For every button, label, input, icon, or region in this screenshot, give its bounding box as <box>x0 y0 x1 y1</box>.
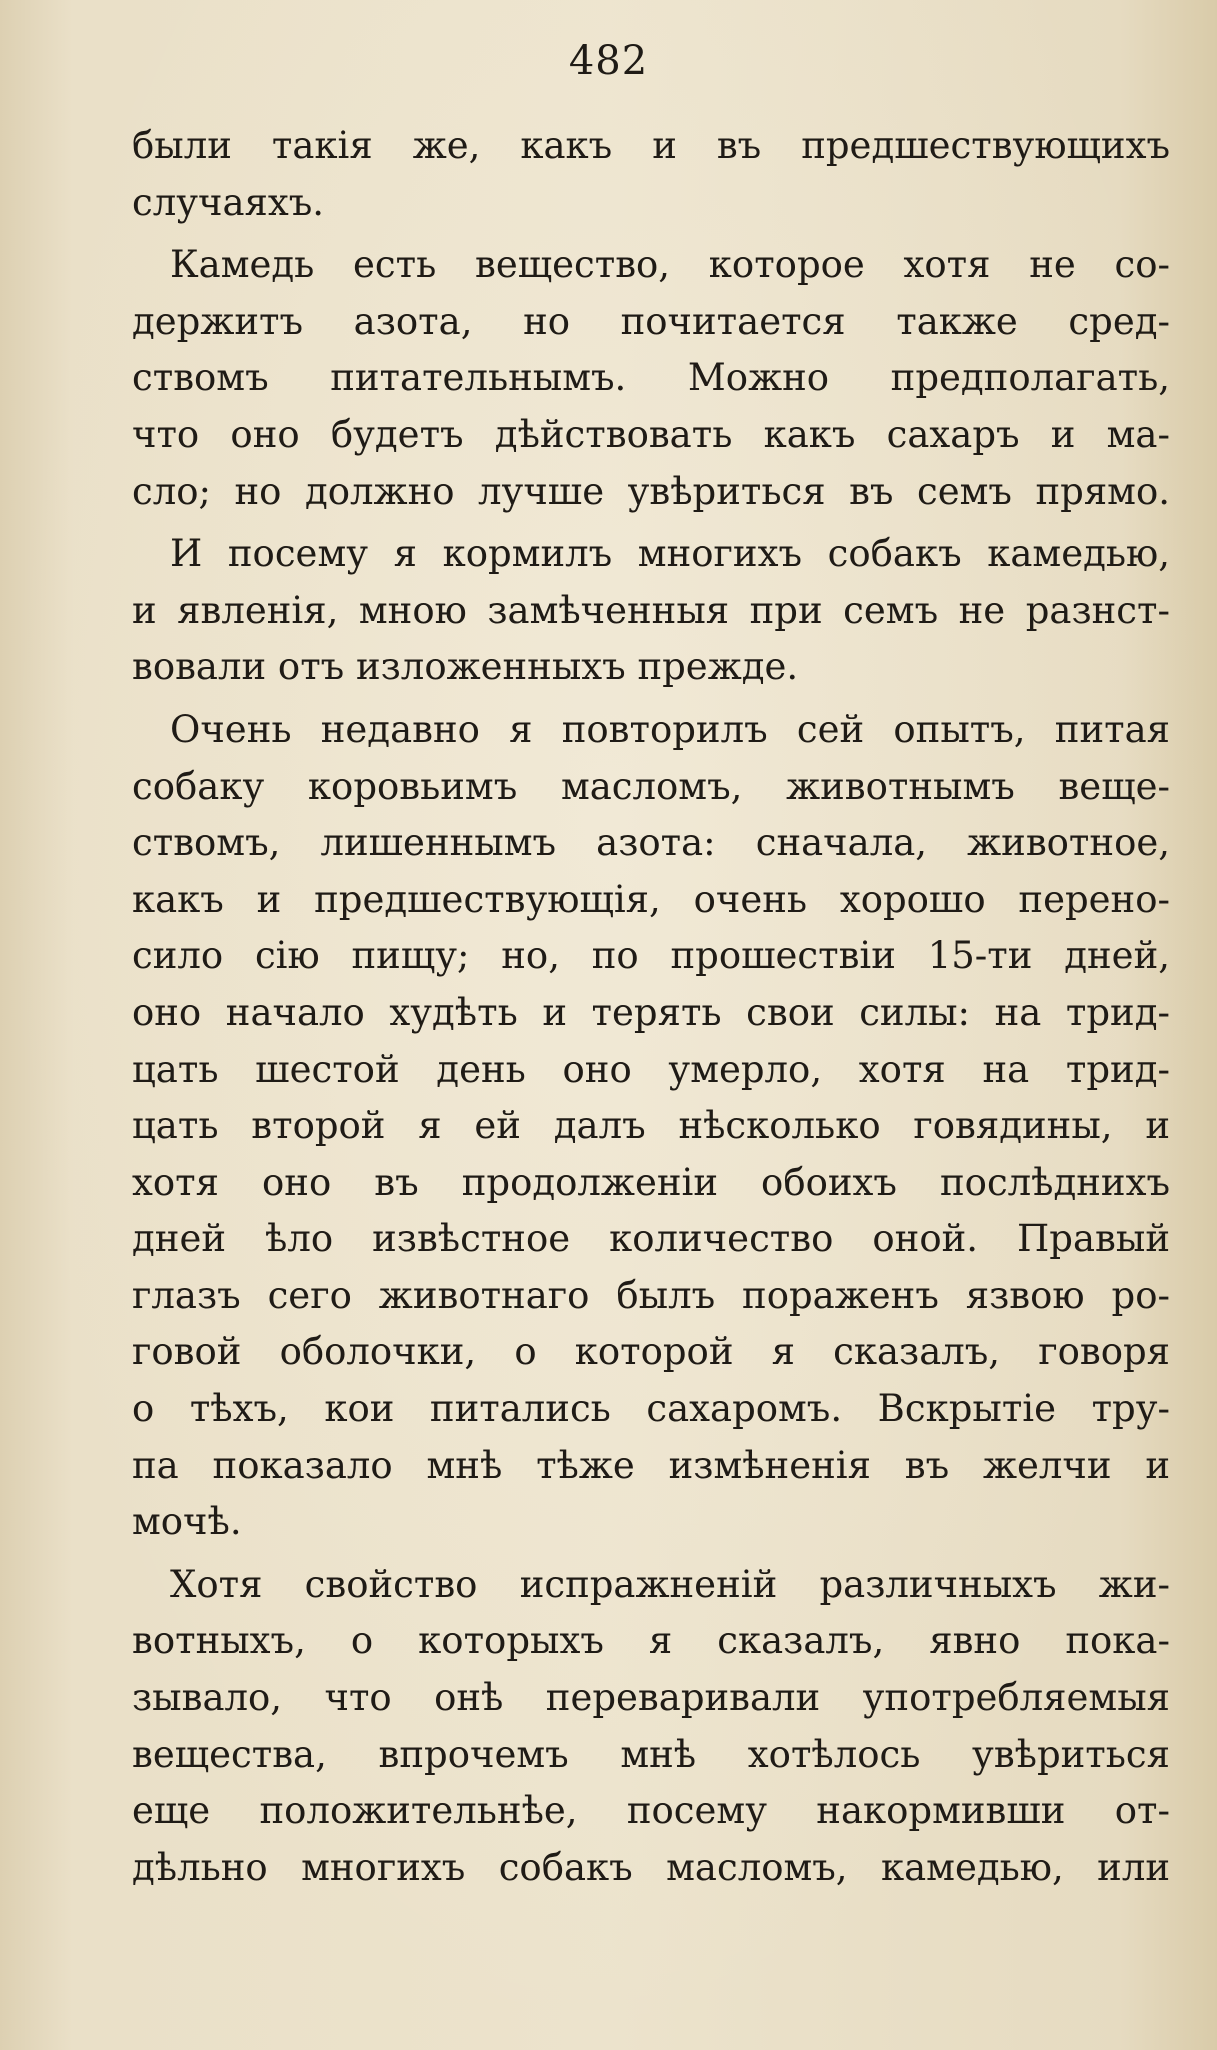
text-line: вотныхъ, о которыхъ я сказалъ, явно пока- <box>132 1619 1170 1663</box>
paragraph-5 <box>132 1557 1170 1897</box>
text-line: что оно будетъ дѣйствовать какъ сахаръ и ма- <box>132 412 1170 456</box>
paragraph-4 <box>132 702 1170 1551</box>
text-line: говой оболочки, о которой я сказалъ, говоря <box>132 1330 1170 1374</box>
text-line: еще положительнѣе, посему накормивши от- <box>132 1789 1170 1833</box>
text-line: о тѣхъ, кои питались сахаромъ. Вскрытіе тру- <box>132 1387 1170 1431</box>
text-line: зывало, что онѣ переваривали употребляемыя <box>132 1676 1170 1720</box>
text-line: собаку коровьимъ масломъ, животнымъ веще- <box>132 764 1170 808</box>
text-body <box>132 118 1170 1896</box>
page-number: 482 <box>568 38 649 84</box>
text-line: цать второй я ей далъ нѣсколько говядины, и <box>132 1104 1170 1148</box>
text-line: Хотя свойство испражненій различныхъ жи- <box>170 1562 1170 1606</box>
text-line: хотя оно въ продолженіи обоихъ послѣднихъ <box>132 1160 1170 1204</box>
text-line: сило сію пищу; но, по прошествіи 15-ти дней, <box>132 934 1170 978</box>
text-line: вовали отъ изложенныхъ прежде. <box>132 645 799 689</box>
text-line: держитъ азота, но почитается также сред- <box>132 299 1170 343</box>
text-line: оно начало худѣть и терять свои силы: на трид- <box>132 990 1170 1034</box>
text-line: ствомъ, лишеннымъ азота: сначала, животное, <box>132 821 1170 865</box>
text-line: какъ и предшествующія, очень хорошо перено- <box>132 877 1170 921</box>
text-line: дней ѣло извѣстное количество оной. Правый <box>132 1217 1170 1261</box>
text-line: случаяхъ. <box>132 180 325 224</box>
paragraph-3 <box>132 526 1170 696</box>
text-line: мочѣ. <box>132 1500 242 1544</box>
text-line: сло; но должно лучше увѣриться въ семъ прямо. <box>132 469 1170 513</box>
text-line: па показало мнѣ тѣже измѣненія въ желчи и <box>132 1443 1170 1487</box>
text-line: Очень недавно я повторилъ сей опытъ, питая <box>170 707 1170 751</box>
text-line: Камедь есть вещество, которое хотя не со- <box>170 243 1170 287</box>
text-line: и явленія, мною замѣченныя при семъ не разнст- <box>132 588 1170 632</box>
text-line: были такія же, какъ и въ предшествующихъ <box>132 124 1170 167</box>
text-line: вещества, впрочемъ мнѣ хотѣлось увѣриться <box>132 1732 1170 1776</box>
paragraph-2 <box>132 237 1170 520</box>
text-line: ствомъ питательнымъ. Можно предполагать, <box>132 356 1170 400</box>
paragraph-1 <box>132 118 1170 231</box>
text-line: глазъ сего животнаго былъ пораженъ язвою ро- <box>132 1273 1170 1317</box>
text-line: дѣльно многихъ собакъ масломъ, камедью, или <box>132 1845 1170 1889</box>
text-line: И посему я кормилъ многихъ собакъ камедью, <box>170 532 1170 576</box>
text-line: цать шестой день оно умерло, хотя на трид- <box>132 1047 1170 1091</box>
